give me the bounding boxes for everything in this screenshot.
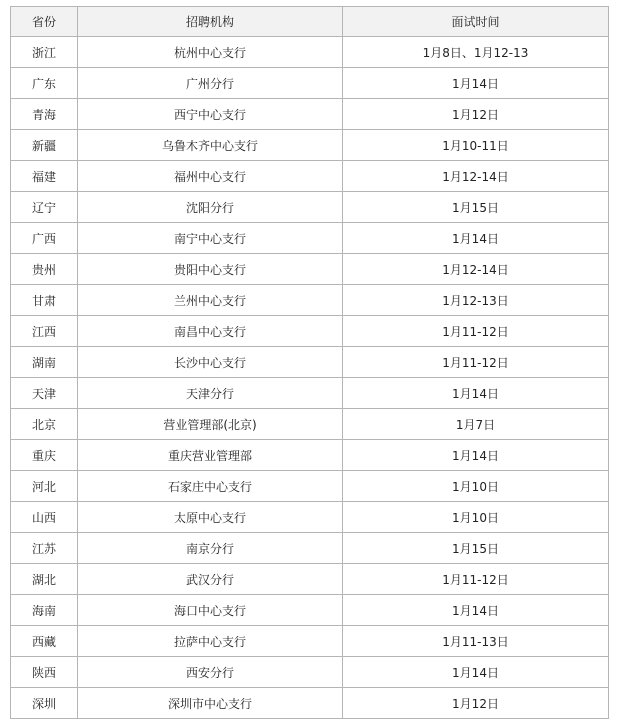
interview-time-cell: 1月14日 — [343, 440, 609, 471]
header-row — [11, 7, 609, 37]
table-row — [11, 223, 609, 254]
province-cell: 辽宁 — [11, 192, 78, 223]
institution-cell: 天津分行 — [78, 378, 343, 409]
table-row — [11, 99, 609, 130]
interview-time-cell: 1月10日 — [343, 502, 609, 533]
interview-time-cell: 1月14日 — [343, 378, 609, 409]
institution-cell: 太原中心支行 — [78, 502, 343, 533]
interview-time-cell: 1月12-14日 — [343, 161, 609, 192]
interview-time-cell: 1月11-13日 — [343, 626, 609, 657]
interview-time-cell: 1月12-14日 — [343, 254, 609, 285]
province-cell: 西藏 — [11, 626, 78, 657]
table-row — [11, 440, 609, 471]
table-row — [11, 254, 609, 285]
institution-cell: 拉萨中心支行 — [78, 626, 343, 657]
province-cell: 江苏 — [11, 533, 78, 564]
province-cell: 湖南 — [11, 347, 78, 378]
province-cell: 陕西 — [11, 657, 78, 688]
table-row — [11, 37, 609, 68]
table-row — [11, 409, 609, 440]
province-cell: 山西 — [11, 502, 78, 533]
interview-time-cell: 1月12日 — [343, 688, 609, 719]
interview-time-cell: 1月10-11日 — [343, 130, 609, 161]
interview-time-cell: 1月14日 — [343, 223, 609, 254]
institution-cell: 福州中心支行 — [78, 161, 343, 192]
interview-time-cell: 1月11-12日 — [343, 347, 609, 378]
province-cell: 广西 — [11, 223, 78, 254]
institution-cell: 杭州中心支行 — [78, 37, 343, 68]
province-cell: 甘肃 — [11, 285, 78, 316]
table-row — [11, 68, 609, 99]
table-row — [11, 502, 609, 533]
institution-cell: 重庆营业管理部 — [78, 440, 343, 471]
province-cell: 广东 — [11, 68, 78, 99]
table-row — [11, 688, 609, 719]
institution-cell: 南宁中心支行 — [78, 223, 343, 254]
institution-cell: 南京分行 — [78, 533, 343, 564]
interview-time-cell: 1月14日 — [343, 68, 609, 99]
province-cell: 天津 — [11, 378, 78, 409]
institution-cell: 营业管理部(北京) — [78, 409, 343, 440]
header-province: 省份 — [11, 7, 78, 37]
interview-time-cell: 1月15日 — [343, 192, 609, 223]
table-row — [11, 595, 609, 626]
institution-cell: 武汉分行 — [78, 564, 343, 595]
interview-time-cell: 1月14日 — [343, 595, 609, 626]
province-cell: 新疆 — [11, 130, 78, 161]
institution-cell: 贵阳中心支行 — [78, 254, 343, 285]
province-cell: 福建 — [11, 161, 78, 192]
table-row — [11, 347, 609, 378]
interview-time-cell: 1月7日 — [343, 409, 609, 440]
table-row — [11, 161, 609, 192]
table-row — [11, 192, 609, 223]
institution-cell: 沈阳分行 — [78, 192, 343, 223]
table-body — [11, 37, 609, 719]
institution-cell: 长沙中心支行 — [78, 347, 343, 378]
interview-time-cell: 1月8日、1月12-13 — [343, 37, 609, 68]
institution-cell: 深圳市中心支行 — [78, 688, 343, 719]
interview-time-cell: 1月15日 — [343, 533, 609, 564]
institution-cell: 兰州中心支行 — [78, 285, 343, 316]
institution-cell: 海口中心支行 — [78, 595, 343, 626]
institution-cell: 西安分行 — [78, 657, 343, 688]
institution-cell: 乌鲁木齐中心支行 — [78, 130, 343, 161]
table-row — [11, 564, 609, 595]
institution-cell: 南昌中心支行 — [78, 316, 343, 347]
province-cell: 青海 — [11, 99, 78, 130]
table-row — [11, 316, 609, 347]
interview-time-cell: 1月12-13日 — [343, 285, 609, 316]
interview-time-cell: 1月11-12日 — [343, 316, 609, 347]
province-cell: 重庆 — [11, 440, 78, 471]
table-row — [11, 657, 609, 688]
province-cell: 河北 — [11, 471, 78, 502]
province-cell: 湖北 — [11, 564, 78, 595]
province-cell: 江西 — [11, 316, 78, 347]
table-row — [11, 626, 609, 657]
interview-time-cell: 1月14日 — [343, 657, 609, 688]
province-cell: 贵州 — [11, 254, 78, 285]
province-cell: 深圳 — [11, 688, 78, 719]
table-row — [11, 533, 609, 564]
interview-time-cell: 1月12日 — [343, 99, 609, 130]
province-cell: 北京 — [11, 409, 78, 440]
institution-cell: 石家庄中心支行 — [78, 471, 343, 502]
institution-cell: 西宁中心支行 — [78, 99, 343, 130]
interview-schedule-table — [10, 6, 609, 719]
header-interview-time: 面试时间 — [343, 7, 609, 37]
table-row — [11, 471, 609, 502]
table-row — [11, 285, 609, 316]
interview-time-cell: 1月11-12日 — [343, 564, 609, 595]
header-institution: 招聘机构 — [78, 7, 343, 37]
province-cell: 海南 — [11, 595, 78, 626]
institution-cell: 广州分行 — [78, 68, 343, 99]
interview-time-cell: 1月10日 — [343, 471, 609, 502]
table-row — [11, 130, 609, 161]
province-cell: 浙江 — [11, 37, 78, 68]
table-row — [11, 378, 609, 409]
